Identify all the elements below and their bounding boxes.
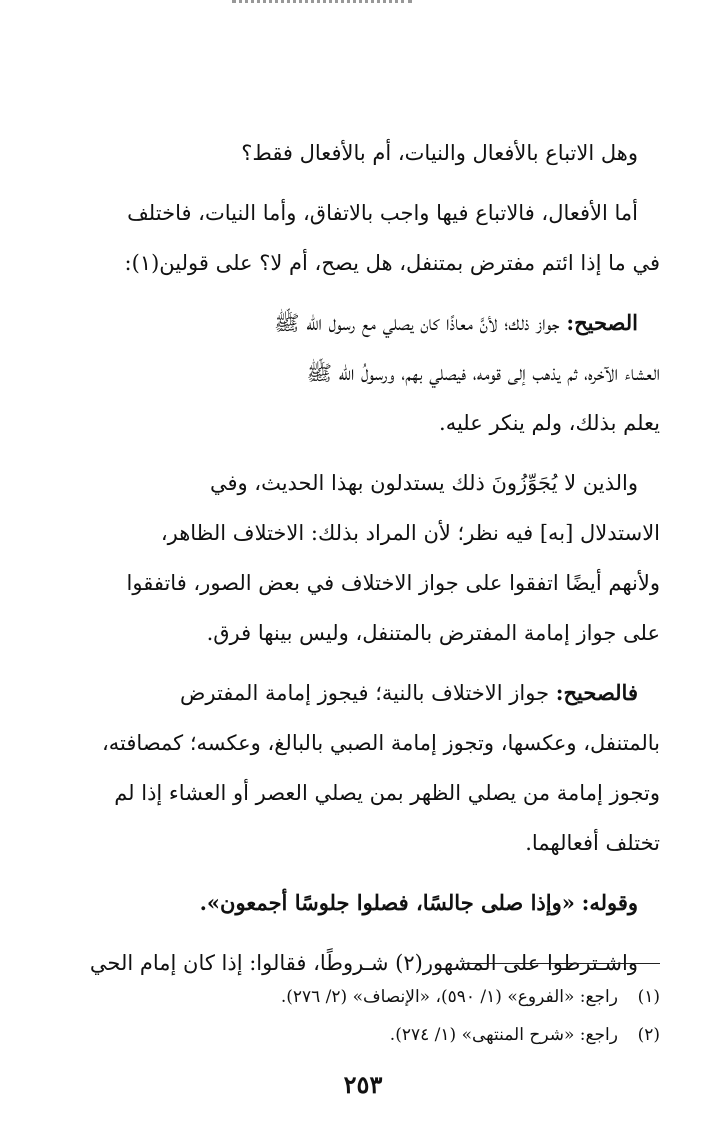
text-line: والذين لا يُجَوِّزُونَ ذلك يستدلون بهذا الحديث، وفي (209, 471, 638, 495)
text-line: أما الأفعال، فالاتباع فيها واجب بالاتفاق، وأما النيات، فاختلف (127, 201, 638, 225)
footnote-text: راجع: «شرح المنتهى» (١/ ٢٧٤). (389, 1025, 618, 1045)
text-line: الصحيح: جواز ذلك؛ لأنَّ معاذًا كان يصلي مع رسول الله ﷺ (274, 310, 638, 335)
footnotes (60, 978, 660, 1054)
label-fa-sahih: فالصحيح: (555, 680, 638, 705)
top-edge-marks (232, 0, 412, 11)
text-line: العشاء الآخره، ثم يذهب إلى قومه، فيصلي بهم، ورسولُ الله ﷺ (306, 361, 660, 385)
text-line: تختلف أفعالهما. (525, 831, 660, 855)
footnote-separator (462, 963, 660, 964)
label-sahih: الصحيح: (566, 310, 638, 335)
text-line: فالصحيح: جواز الاختلاف بالنية؛ فيجوز إمامة المفترض (179, 680, 638, 705)
footnote-number: (١) (637, 987, 660, 1007)
body-text (60, 128, 660, 988)
footnote-number: (٢) (637, 1025, 660, 1045)
text-line: وتجوز إمامة من يصلي الظهر بمن يصلي العصر أو العشاء إذا لم (114, 781, 660, 805)
text-line: في ما إذا ائتم مفترض بمتنفل، هل يصح، أم لا؟ على قولين(١): (124, 251, 660, 275)
text-line: على جواز إمامة المفترض بالمتنفل، وليس بينها فرق. (206, 621, 660, 645)
label-qawluh: وقوله: (581, 890, 638, 915)
text-line: بالمتنفل، وعكسها، وتجوز إمامة الصبي بالبالغ، وعكسه؛ كمصافته، (102, 731, 660, 755)
text-line: ولأنهم أيضًا اتفقوا على جواز الاختلاف في بعض الصور، فاتفقوا (126, 571, 660, 595)
text-line: وهل الاتباع بالأفعال والنيات، أم بالأفعال فقط؟ (241, 141, 638, 165)
page-number: ٢٥٣ (343, 1070, 383, 1099)
text-line: يعلم بذلك، ولم ينكر عليه. (439, 411, 660, 435)
text-line: وقوله: «وإذا صلى جالسًا، فصلوا جلوسًا أجمعون». (199, 890, 638, 915)
footnote-text: راجع: «الفروع» (١/ ٥٩٠)، «الإنصاف» (٢/ ٢٧٦). (280, 987, 618, 1007)
text-line: الاستدلال [به] فيه نظر؛ لأن المراد بذلك: الاختلاف الظاهر، (160, 521, 660, 545)
footnote (60, 1016, 660, 1054)
footnote (60, 978, 660, 1016)
text-line: واشـترطوا على المشهور(٢) شـروطًا، فقالوا: إذا كان إمام الحي (89, 951, 638, 975)
